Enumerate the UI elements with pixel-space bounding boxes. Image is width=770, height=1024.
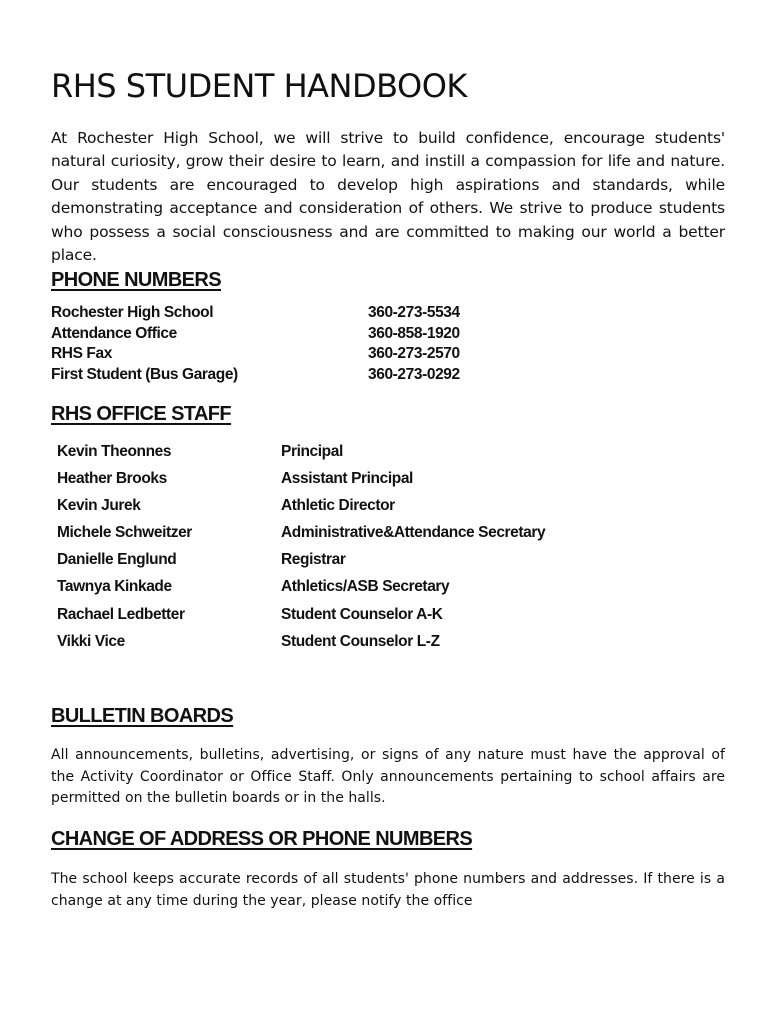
staff-name: Michele Schweitzer — [57, 524, 192, 542]
staff-role: Administrative&Attendance Secretary — [281, 524, 546, 542]
phone-entry-name: Rochester High School — [51, 304, 214, 321]
staff-entry — [57, 603, 657, 630]
phone-entry — [51, 324, 551, 345]
intro-paragraph: At Rochester High School, we will strive to build confidence, encourage students' natural curiosity, grow their desire to learn, and instill a compassion for life and nature. Our students are encouraged to develop high aspirations and standards, while demonstrating acceptance and consideration of others. We strive to produce students who possess a social consciousness and are committed to making our world a better place. — [51, 129, 725, 265]
staff-role: Principal — [281, 443, 343, 460]
change-of-address-paragraph: The school keeps accurate records of all students' phone numbers and addresses. If there is a change at any time during the year, please notify the office — [51, 871, 725, 909]
staff-name: Kevin Jurek — [57, 497, 141, 515]
staff-name: Rachael Ledbetter — [57, 605, 185, 623]
staff-entry — [57, 494, 657, 521]
phone-entry — [51, 365, 551, 386]
staff-role: Student Counselor A-K — [281, 605, 443, 623]
staff-name: Heather Brooks — [57, 470, 167, 488]
staff-name: Kevin Theonnes — [57, 443, 172, 460]
staff-role: Athletics/ASB Secretary — [281, 578, 450, 596]
phone-entry-number: 360-273-0292 — [368, 365, 460, 383]
phone-entry-name: Attendance Office — [51, 324, 177, 342]
phone-entry-number: 360-858-1920 — [368, 324, 460, 342]
bulletin-boards-heading: BULLETIN BOARDS — [51, 705, 234, 727]
staff-name: Tawnya Kinkade — [57, 578, 172, 596]
staff-name: Vikki Vice — [57, 632, 125, 650]
page-title: RHS STUDENT HANDBOOK — [51, 67, 467, 105]
staff-role: Athletic Director — [281, 497, 395, 515]
phone-entry-name: First Student (Bus Garage) — [51, 365, 238, 383]
staff-entry — [57, 630, 657, 657]
office-staff-list — [57, 440, 657, 657]
phone-entry-number: 360-273-2570 — [368, 345, 460, 362]
staff-entry — [57, 467, 657, 494]
staff-entry — [57, 521, 657, 548]
staff-role: Assistant Principal — [281, 470, 413, 488]
staff-role: Registrar — [281, 551, 346, 569]
phone-numbers-heading: PHONE NUMBERS — [51, 269, 221, 291]
phone-entry-name: RHS Fax — [51, 345, 112, 362]
staff-entry — [57, 575, 657, 602]
change-of-address-heading: CHANGE OF ADDRESS OR PHONE NUMBERS — [51, 828, 473, 850]
phone-entry — [51, 344, 551, 365]
staff-entry — [57, 440, 657, 467]
staff-entry — [57, 548, 657, 575]
staff-name: Danielle Englund — [57, 551, 177, 569]
phone-entry — [51, 303, 551, 324]
bulletin-boards-paragraph: All announcements, bulletins, advertising, or signs of any nature must have the approval of the Activity Coordinator or Office Staff. Only announcements pertaining to school affairs are permitted on the bulletin boards or in the halls. — [51, 747, 725, 806]
office-staff-heading: RHS OFFICE STAFF — [51, 403, 232, 425]
phone-entry-number: 360-273-5534 — [368, 304, 460, 321]
phone-number-list — [51, 303, 551, 385]
staff-role: Student Counselor L-Z — [281, 632, 440, 650]
